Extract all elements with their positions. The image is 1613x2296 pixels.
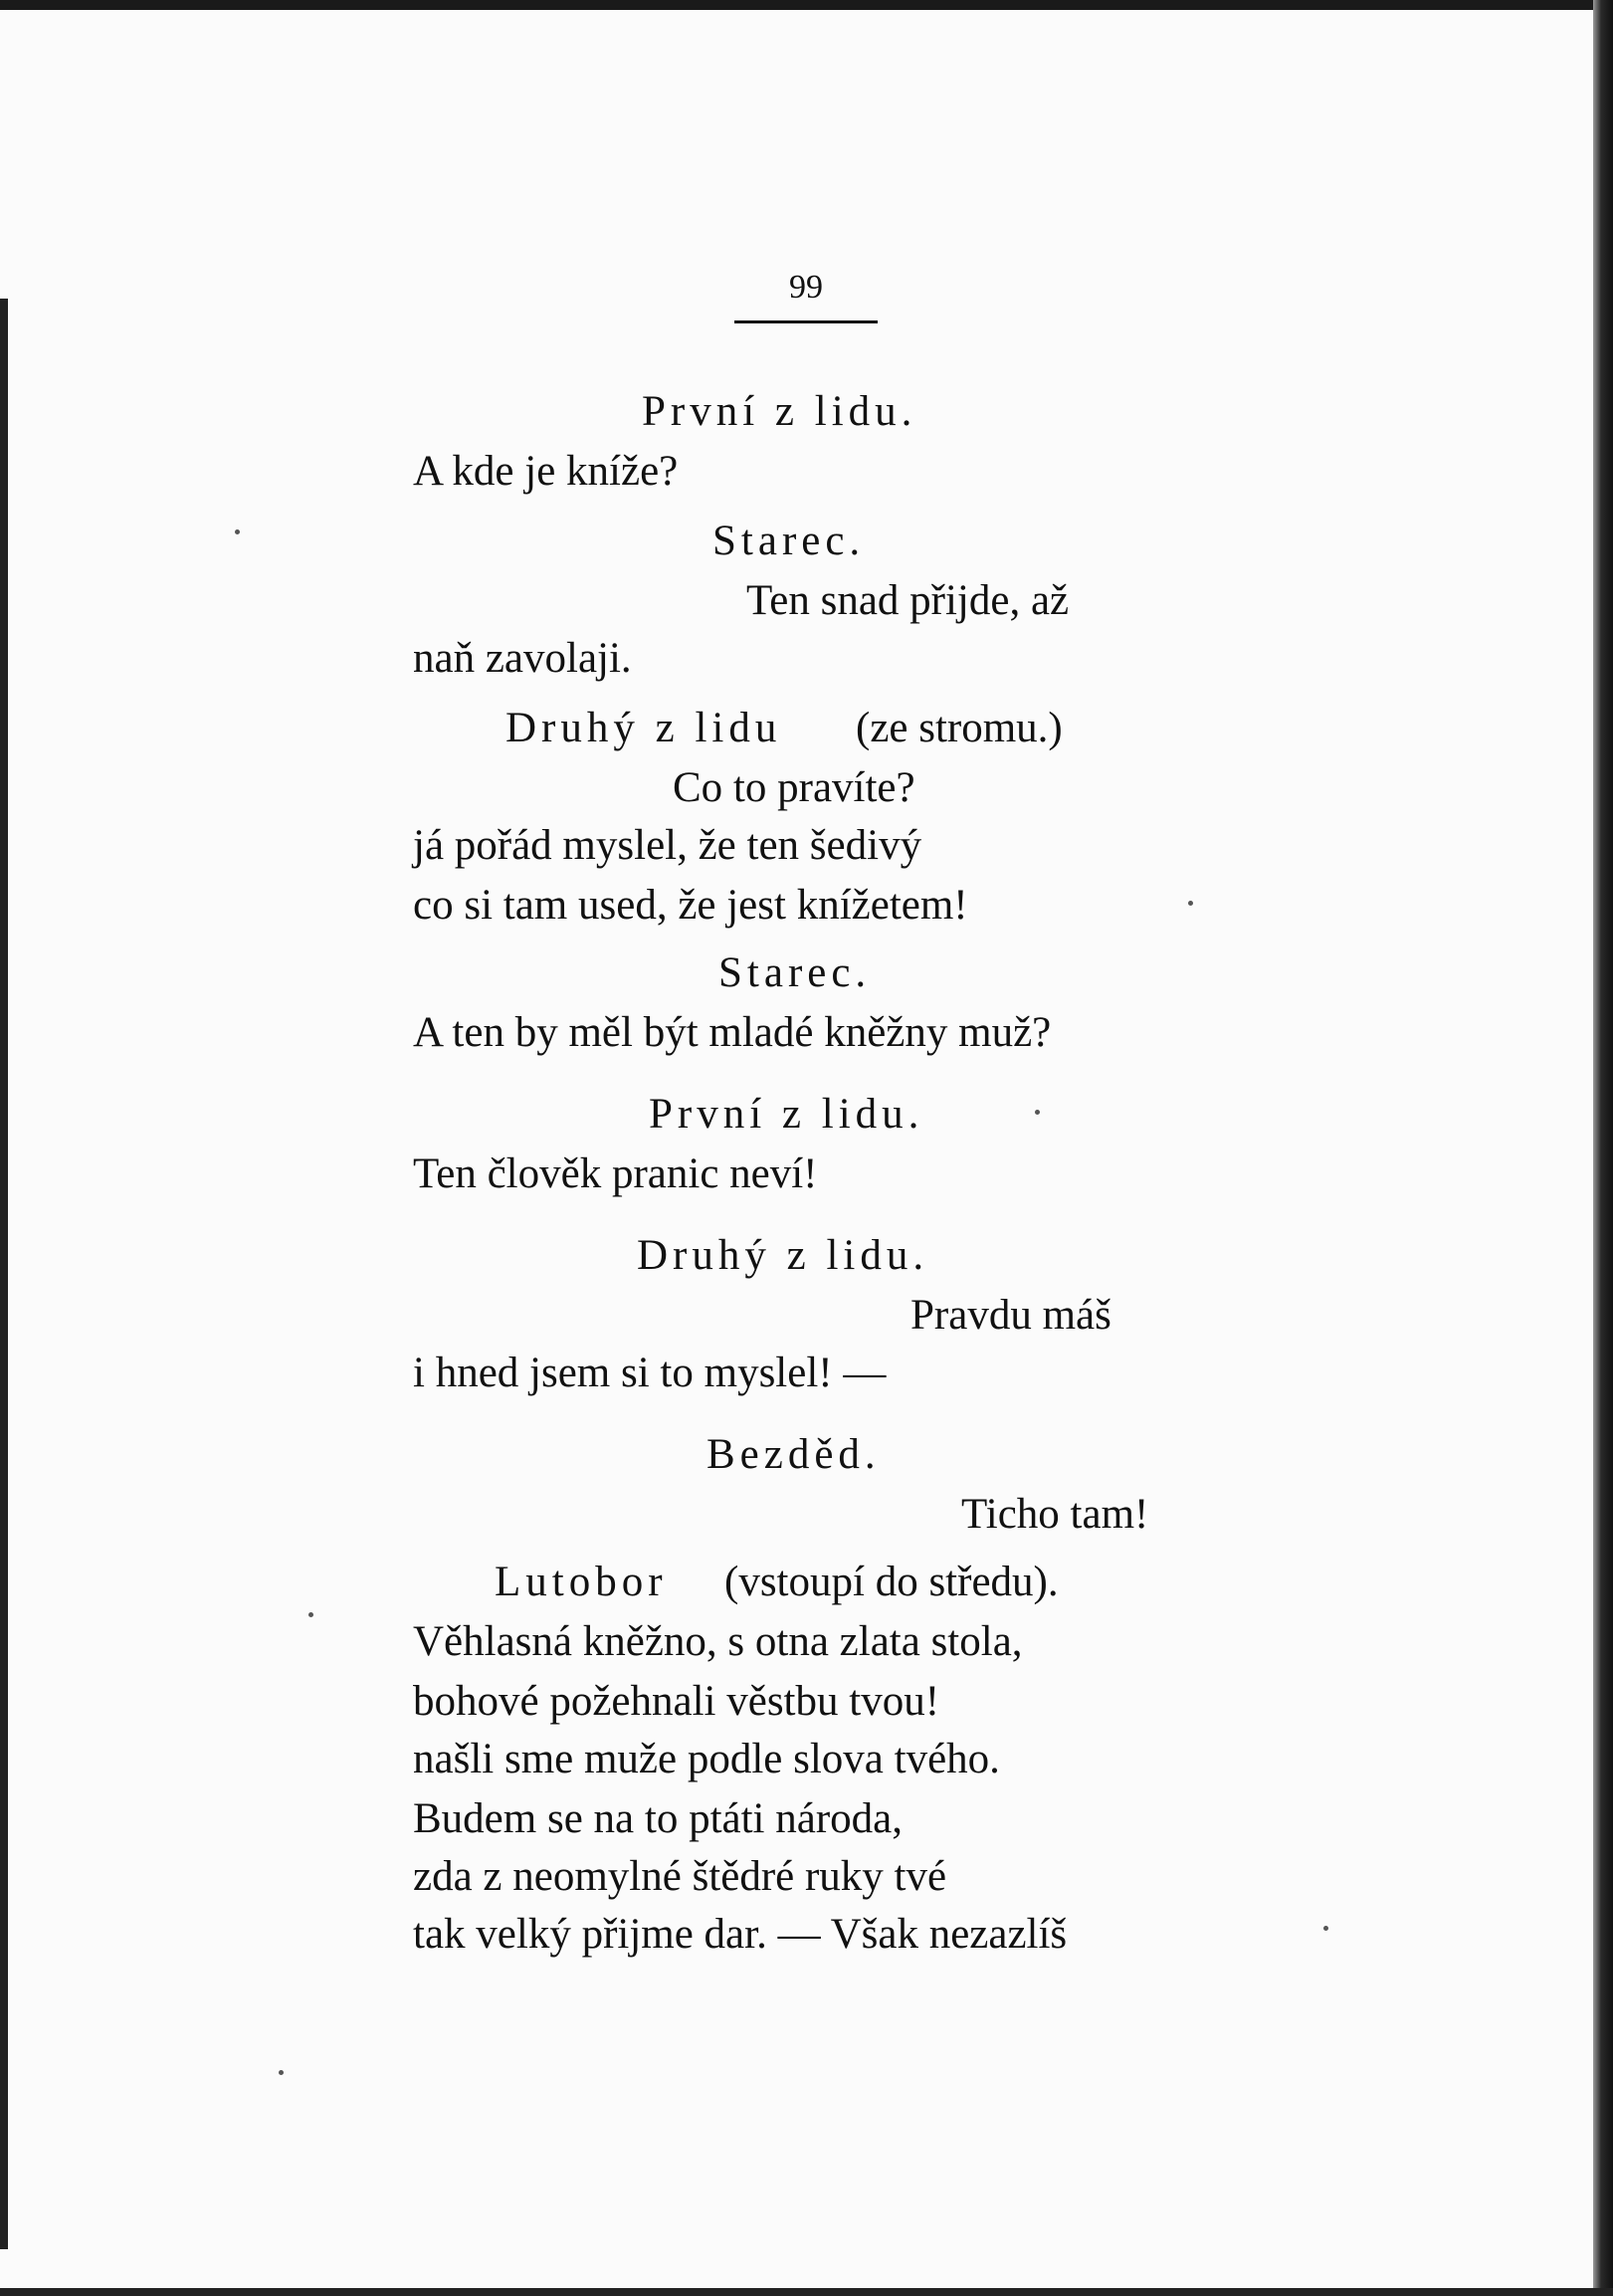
verse-line: já pořád myslel, že ten šedivý <box>413 822 922 869</box>
scan-speck <box>1323 1926 1328 1931</box>
verse-line: Co to pravíte? <box>673 764 915 811</box>
speaker-name: Lutobor <box>495 1559 668 1605</box>
scan-border-top <box>0 0 1613 10</box>
verse-line: tak velký přijme dar. — Však nezazlíš <box>413 1911 1068 1958</box>
speaker-name: Starec. <box>712 518 866 564</box>
verse-line: Ticho tam! <box>961 1491 1149 1538</box>
scan-border-bottom <box>0 2288 1613 2296</box>
speaker-name: Starec. <box>718 949 872 996</box>
verse-line: co si tam used, že jest knížetem! <box>413 882 968 929</box>
verse-line: Věhlasná kněžno, s otna zlata stola, <box>413 1618 1023 1665</box>
verse-line: A ten by měl být mladé kněžny muž? <box>413 1009 1052 1056</box>
scan-border-right <box>1593 0 1613 2296</box>
scan-speck <box>279 2070 284 2075</box>
page-number: 99 <box>789 269 823 306</box>
stage-direction: (ze stromu.) <box>856 705 1063 751</box>
verse-line: i hned jsem si to myslel! — <box>413 1350 887 1396</box>
speaker-name: Bezděd. <box>706 1431 881 1478</box>
verse-line: Budem se na to ptáti národa, <box>413 1795 903 1842</box>
scan-speck <box>1035 1110 1040 1115</box>
speaker-name: Druhý z lidu <box>505 705 782 751</box>
scan-border-left <box>0 299 8 2249</box>
scan-speck <box>235 529 240 534</box>
scan-speck <box>308 1612 313 1617</box>
verse-line: Ten člověk pranic neví! <box>413 1150 818 1197</box>
speaker-name: První z lidu. <box>642 388 917 435</box>
speaker-name: První z lidu. <box>649 1091 924 1138</box>
verse-line: bohové požehnali věstbu tvou! <box>413 1678 940 1725</box>
verse-line: zda z neomylné štědré ruky tvé <box>413 1853 947 1900</box>
verse-line: naň zavolaji. <box>413 635 632 682</box>
stage-direction: (vstoupí do středu). <box>724 1559 1059 1605</box>
verse-line: Pravdu máš <box>910 1292 1111 1339</box>
scan-speck <box>1188 901 1193 906</box>
page-number-rule <box>734 320 878 323</box>
verse-line: našli sme muže podle slova tvého. <box>413 1736 1000 1782</box>
verse-line: A kde je kníže? <box>413 448 679 495</box>
verse-line: Ten snad přijde, až <box>746 577 1070 624</box>
speaker-name: Druhý z lidu. <box>637 1232 929 1279</box>
